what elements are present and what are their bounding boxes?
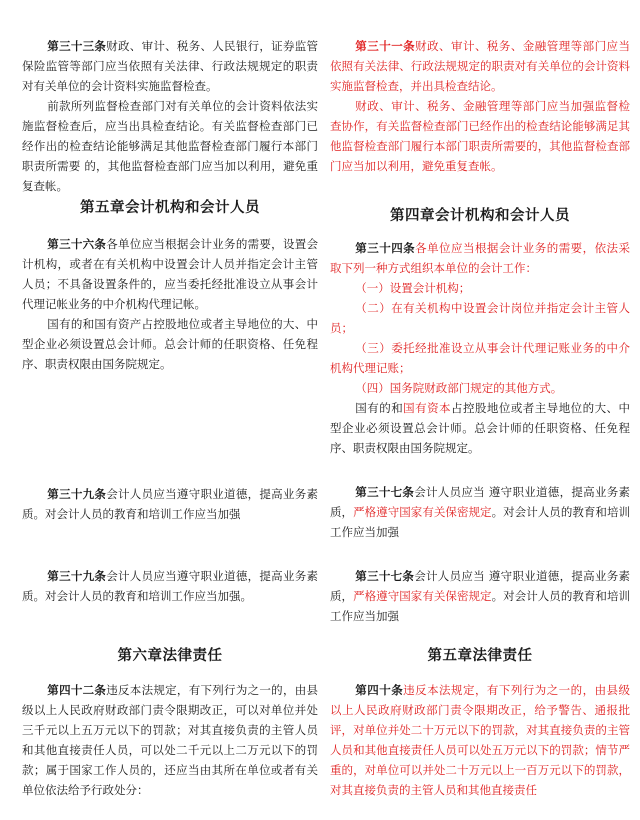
- right-article-34-item-3: （三）委托经批准设立从事会计代理记账业务的中介机构代理记账；: [330, 341, 630, 375]
- right-article-37-second-p1: 第三十七条会计人员应当 遵守职业道德，提高业务素质，严格遵守国家有关保密规定。对会计人员的教育和培训工作应当加强: [330, 569, 631, 623]
- left-article-33: [22, 36, 318, 196]
- left-article-39-first-p1: 第三十九条会计人员应当遵守职业道德，提高业务素 质。对会计人员的教育和培训工作应当加强: [22, 487, 319, 521]
- right-article-34-intro: 第三十四条各单位应当根据会计业务的需要，依法采取下列一种方式组织本单位的会计工作：: [330, 241, 631, 275]
- left-article-33-p2: 前款所列监督检查部门对有关单位的会计资料依法实施监督检查后，应当出具检查结论。有关监督检查部门已经作出的检查结论能够满足其他监督检查部门履行本部门职责所需要 的，其他监督检查部门应当加以利用，避免重复查帐。: [22, 99, 318, 193]
- right-article-34-item-2: （二）在有关机构中设置会计岗位并指定会计主管人员；: [330, 301, 630, 335]
- right-article-40: [330, 680, 630, 800]
- right-article-31: [330, 36, 630, 176]
- article-number: 第三十七条: [355, 569, 415, 583]
- article-number: 第三十九条: [47, 569, 107, 583]
- left-article-39-first: [22, 484, 318, 524]
- article-number: 第三十一条: [355, 39, 416, 53]
- left-article-36-p1: 第三十六条各单位应当根据会计业务的需要，设置会计机构，或者在有关机构中设置会计人员并指定会计主管人员；不具备设置条件的，应当委托经批准设立从事会计代理记帐业务的中介机构代理记帐。: [22, 237, 319, 311]
- left-article-42: [22, 680, 318, 800]
- right-article-37-first: [330, 482, 630, 542]
- right-article-34-item-1: （一）设置会计机构；: [355, 281, 471, 295]
- left-article-36: [22, 234, 318, 374]
- right-article-37-second: [330, 566, 630, 626]
- article-number: 第四十条: [355, 683, 404, 697]
- right-chapter-5-title: 第五章法律责任: [427, 647, 533, 664]
- left-article-39-second-p1: 第三十九条会计人员应当遵守职业道德，提高业务素 质。对会计人员的教育和培训工作应当加强。: [22, 569, 319, 603]
- left-chapter-5-title: 第五章会计机构和会计人员: [80, 199, 260, 216]
- right-chapter-4-title: 第四章会计机构和会计人员: [390, 207, 570, 224]
- right-article-34-p2: 国有的和国有资本占控股地位或者主导地位的大、中型企业必须设置总会计师。总会计师的任职资格、任免程序、职责权限由国务院规定。: [330, 401, 631, 455]
- article-number: 第三十六条: [47, 237, 107, 251]
- article-number: 第四十二条: [47, 683, 107, 697]
- left-chapter-6-title: 第六章法律责任: [117, 647, 223, 664]
- right-article-34-item-4: （四）国务院财政部门规定的其他方式。: [355, 381, 563, 395]
- left-article-36-p2: 国有的和国有资产占控股地位或者主导地位的大、中型企业必须设置总会计师。总会计师的任职资格、任免程序、职责权限由国务院规定。: [22, 317, 318, 371]
- right-article-31-p2: 财政、审计、税务、金融管理等部门应当加强监督检查协作，有关监督检查部门已经作出的检查结论能够满足其他监督检查部门履行本部门职责所需要的，其他监督检查部门应当加以利用，避免重复查帐。: [330, 99, 630, 173]
- right-article-34: [330, 238, 630, 458]
- left-article-39-second: [22, 566, 318, 606]
- right-article-31-p1: 第三十一条财政、审计、税务、金融管理等部门应当依照有关法律、行政法规规定的职责对有关单位的会计资料实施监督检查，并出具检查结论。: [330, 39, 631, 93]
- article-number: 第三十九条: [47, 487, 107, 501]
- article-number: 第三十四条: [355, 241, 416, 255]
- right-article-40-p1: 第四十条违反本法规定，有下列行为之一的，由县级以上人民政府财政部门责令限期改正，给予警告、通报批评，对单位并处二十万元以下的罚款，对其直接负责的主管人员和其他直接责任人员可以处五万元以下的罚款；情节严重的，对单位可以并处二十万元以上一百万元以下的罚款，对其直接负责的主管人员和其他直接责任: [330, 683, 631, 797]
- article-number: 第三十三条: [47, 39, 107, 53]
- right-article-37-first-p1: 第三十七条会计人员应当 遵守职业道德，提高业务素质，严格遵守国家有关保密规定。对会计人员的教育和培训工作应当加强: [330, 485, 631, 539]
- article-number: 第三十七条: [355, 485, 415, 499]
- left-article-42-p1: 第四十二条违反本法规定，有下列行为之一的，由县 级以上人民政府财政部门责令限期改正，可以对单位并处三千元以上五万元以下的罚款；对其直接负责的主管人员和其他直接责任人员，可以处二千元以上二万元以下的罚款；属于国家工作人员的，还应当由其所在单位或者有关单位依法给予行政处分：: [22, 683, 319, 797]
- left-article-33-p1: 第三十三条财政、审计、税务、人民银行，证券监管保险监管等部门应当依照有关法律、行政法规规定的职责对有关单位的会计资料实施监督检查。: [22, 39, 319, 93]
